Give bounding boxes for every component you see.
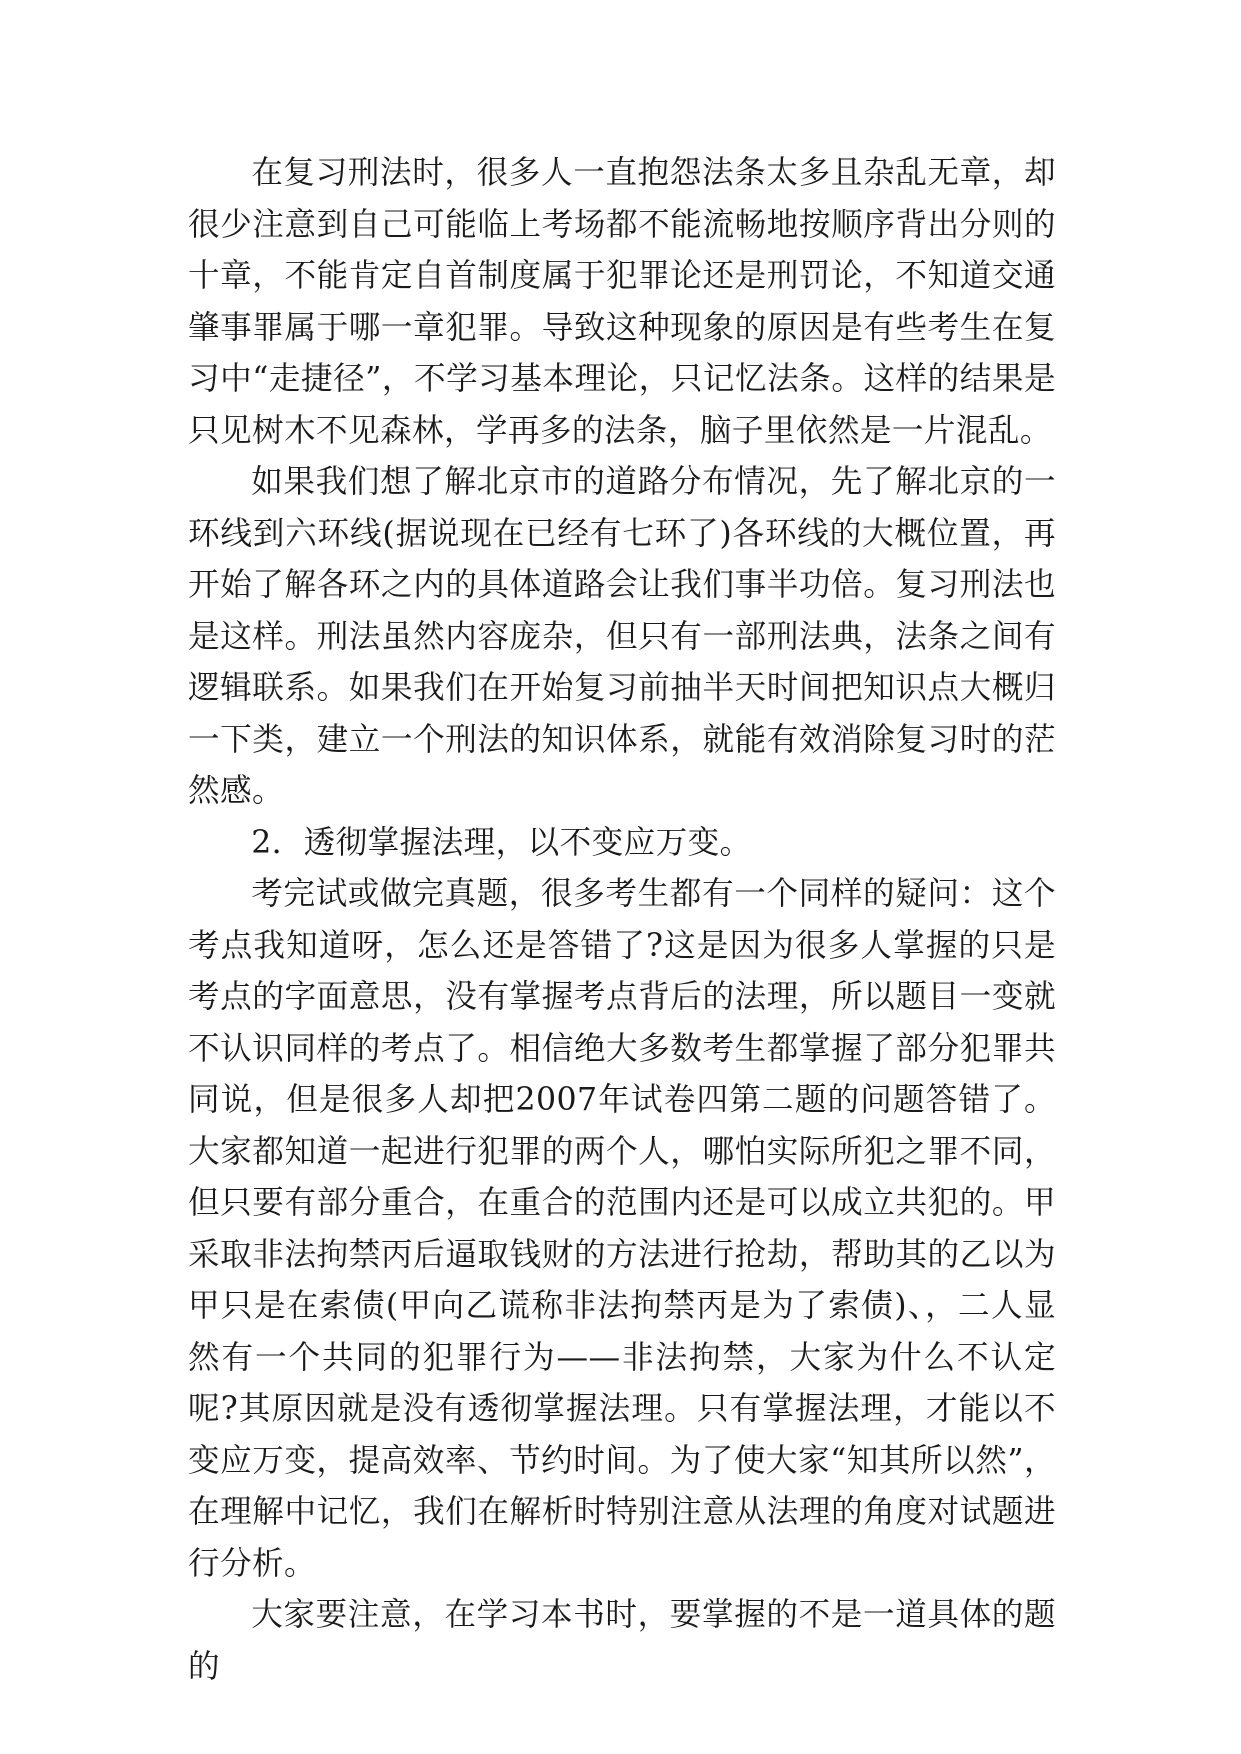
section-heading-master-legal-principles: 2．透彻掌握法理，以不变应万变。	[251, 824, 752, 861]
paragraph-study-note: 大家要注意，在学习本书时，要掌握的不是一道具体的题的	[188, 1597, 1056, 1685]
paragraph-beijing-ring-roads: 如果我们想了解北京市的道路分布情况，先了解北京的一环线到六环线(据说现在已经有七环了)各环线的大概位置，再开始了解各环之内的具体道路会让我们事半功倍。复习刑法也是这样。刑法虽然内容庞杂，但只有一部刑法典，法条之间有逻辑联系。如果我们在开始复习前抽半天时间把知识点大概归一下类，建立一个刑法的知识体系，就能有效消除复习时的茫然感。	[188, 464, 1056, 809]
document-page	[188, 148, 1056, 1708]
paragraph-review-criminal-law: 在复习刑法时，很多人一直抱怨法条太多且杂乱无章，却很少注意到自己可能临上考场都不能流畅地按顺序背出分则的十章，不能肯定自首制度属于犯罪论还是刑罚论，不知道交通肇事罪属于哪一章犯罪。导致这种现象的原因是有些考生在复习中“走捷径”，不学习基本理论，只记忆法条。这样的结果是只见树木不见森林，学再多的法条，脑子里依然是一片混乱。	[188, 155, 1056, 449]
paragraph-exam-questions: 考完试或做完真题，很多考生都有一个同样的疑问：这个考点我知道呀，怎么还是答错了?这是因为很多人掌握的只是考点的字面意思，没有掌握考点背后的法理，所以题目一变就不认识同样的考点了。相信绝大多数考生都掌握了部分犯罪共同说，但是很多人却把2007年试卷四第二题的问题答错了。大家都知道一起进行犯罪的两个人，哪怕实际所犯之罪不同，但只要有部分重合，在重合的范围内还是可以成立共犯的。甲采取非法拘禁丙后逼取钱财的方法进行抢劫，帮助其的乙以为甲只是在索债(甲向乙谎称非法拘禁丙是为了索债)、，二人显然有一个共同的犯罪行为——非法拘禁，大家为什么不认定呢?其原因就是没有透彻掌握法理。只有掌握法理，才能以不变应万变，提高效率、节约时间。为了使大家“知其所以然”，在理解中记忆，我们在解析时特别注意从法理的角度对试题进行分析。	[188, 876, 1056, 1582]
